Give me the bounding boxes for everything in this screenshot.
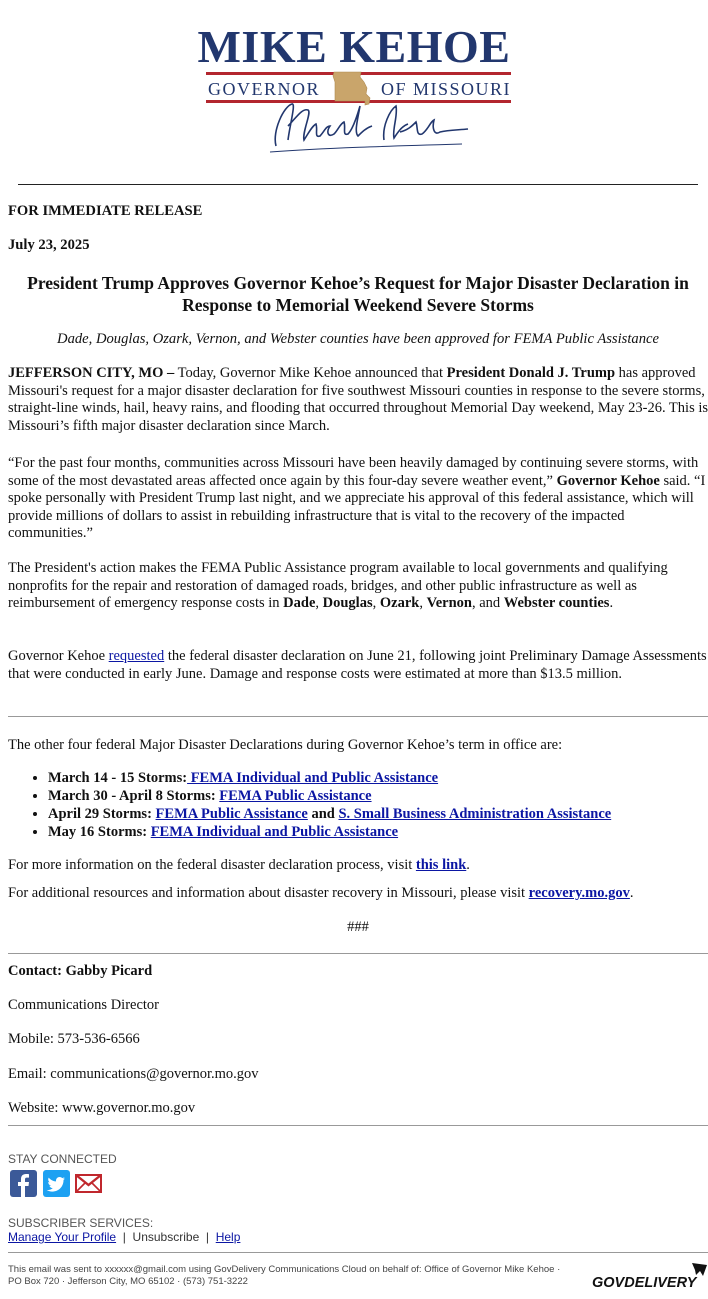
sent-notice — [8, 1264, 598, 1287]
requested-link[interactable]: requested — [108, 648, 165, 664]
twitter-icon[interactable] — [43, 1170, 70, 1197]
section-divider — [8, 1125, 708, 1126]
section-divider — [8, 953, 708, 954]
text: , — [315, 595, 323, 612]
end-marker: ### — [347, 919, 369, 935]
governor-signature-image — [262, 96, 472, 158]
text: . — [609, 595, 614, 612]
govdelivery-wordmark: GOVDELIVERY — [592, 1275, 697, 1291]
govdelivery-logo[interactable] — [592, 1262, 708, 1292]
text: . — [629, 885, 634, 901]
subscriber-services-label: SUBSCRIBER SERVICES: — [8, 1216, 154, 1230]
declaration-link[interactable]: FEMA Public Assistance — [219, 788, 372, 804]
declaration-link[interactable]: FEMA Public Assistance — [155, 806, 308, 822]
text: the federal disaster declaration on June 21, following joint Preliminary Damage Assessments that were conducted in early June. Damage and response costs were estimated at more than $13.5 million. — [8, 648, 707, 682]
this-link[interactable]: this link — [415, 857, 467, 873]
logo-subtitle-right: OF MISSOURI — [380, 79, 511, 99]
help-link[interactable]: Help — [215, 1230, 241, 1244]
email-header — [0, 0, 708, 186]
governor-name: Governor Kehoe — [556, 472, 660, 489]
recovery-link[interactable]: recovery.mo.gov — [528, 885, 630, 901]
text: Governor Kehoe — [8, 648, 109, 664]
governor-name-logo: MIKE KEHOE — [197, 21, 511, 72]
contact-mobile: Mobile: 573-536-6566 — [8, 1031, 140, 1047]
contact-email: Email: communications@governor.mo.gov — [8, 1066, 259, 1082]
declaration-link[interactable]: FEMA Individual and Public Assistance — [150, 824, 399, 840]
press-headline: President Trump Approves Governor Kehoe’s Request for Major Disaster Declaration in Response to Memorial Weekend Severe Storms — [27, 273, 689, 315]
county: Ozark — [379, 595, 420, 612]
dateline: JEFFERSON CITY, MO – — [8, 365, 175, 381]
list-item — [48, 769, 611, 787]
text: and — [307, 806, 339, 822]
text: For additional resources and information about disaster recovery in Missouri, please visit — [8, 885, 529, 901]
list-item — [48, 805, 611, 823]
president-name: President Donald J. Trump — [446, 365, 616, 381]
list-item — [48, 787, 611, 805]
press-subhead: Dade, Douglas, Ozark, Vernon, and Webster counties have been approved for FEMA Public Assistance — [57, 331, 659, 347]
paragraph-request — [8, 648, 708, 683]
sent-notice-line: This email was sent to xxxxxx@gmail.com using GovDelivery Communications Cloud on behalf of: Office of Governor Mike Kehoe · — [8, 1264, 561, 1275]
text: , and — [471, 595, 504, 612]
subscriber-links — [8, 1230, 240, 1244]
more-info-line — [8, 857, 708, 875]
email-icon[interactable] — [75, 1170, 102, 1197]
text: For more information on the federal disaster declaration process, visit — [8, 857, 416, 873]
text: , — [419, 595, 427, 612]
county: Vernon — [426, 595, 472, 612]
separator: | — [205, 1230, 210, 1244]
declaration-link[interactable]: FEMA Individual and Public Assistance — [187, 770, 439, 786]
text: The President's action makes the FEMA Public Assistance program available to local governments and qualifying nonprofits for the repair and restoration of damaged roads, bridges, and other public infrastructure as well as reimbursement of emergency response costs in — [8, 560, 668, 612]
storm-date: March 14 - 15 Storms: — [48, 770, 188, 786]
contact-role: Communications Director — [8, 997, 160, 1013]
paragraph-announcement — [8, 365, 708, 435]
declarations-list — [8, 769, 611, 841]
storm-date: April 29 Storms: — [48, 806, 156, 822]
social-icons — [10, 1170, 104, 1197]
storm-date: May 16 Storms: — [48, 824, 151, 840]
sent-notice-address: PO Box 720 · Jefferson City, MO 65102 · (573) 751-3222 — [8, 1275, 248, 1287]
county: Douglas — [322, 595, 373, 612]
manage-profile-link[interactable]: Manage Your Profile — [8, 1230, 117, 1244]
section-divider — [8, 716, 708, 717]
release-label: FOR IMMEDIATE RELEASE — [8, 203, 203, 219]
text: has approved Missouri's request for a major disaster declaration for five southwest Missouri counties in response to the severe storms, straight-line winds, hail, heavy rains, and flooding that occurred throughout Memorial Day weekend, May 23-26. This is Missouri’s fifth major disaster declaration since March. — [8, 365, 708, 434]
text: said. “I spoke personally with President Trump last night, and we appreciate his approval of this federal assistance, which will provide millions of dollars to assist in rebuilding infrastructure that is vital to the recovery of the impacted communities.” — [8, 472, 706, 542]
facebook-icon[interactable] — [10, 1170, 37, 1197]
county: Dade — [283, 595, 316, 612]
release-date: July 23, 2025 — [8, 237, 90, 253]
separator: | — [122, 1230, 126, 1244]
storm-date: March 30 - April 8 Storms: — [48, 788, 220, 804]
text: . — [466, 857, 470, 873]
resources-line — [8, 885, 708, 903]
list-item — [48, 823, 611, 841]
sba-link[interactable]: S. Small Business Administration Assistance — [338, 806, 612, 822]
text: Today, Governor Mike Kehoe announced that — [174, 365, 447, 381]
logo-subtitle-left: GOVERNOR — [208, 79, 321, 99]
county: Webster counties — [503, 595, 610, 612]
header-divider — [18, 184, 698, 185]
paragraph-program — [8, 560, 708, 613]
stay-connected-label: STAY CONNECTED — [8, 1152, 117, 1166]
contact-name: Contact: Gabby Picard — [8, 963, 153, 979]
text: , — [372, 595, 380, 612]
unsubscribe-link[interactable]: Unsubscribe — [132, 1230, 200, 1244]
footer-divider — [8, 1252, 708, 1253]
other-declarations-intro: The other four federal Major Disaster Declarations during Governor Kehoe’s term in office are: — [8, 737, 563, 753]
contact-website: Website: www.governor.mo.gov — [8, 1100, 196, 1116]
text: “For the past four months, communities across Missouri have been heavily damaged by continuing severe storms, with some of the most devastated areas affected once again by this four-day severe weather event,” — [8, 455, 699, 489]
paragraph-quote — [8, 455, 708, 543]
